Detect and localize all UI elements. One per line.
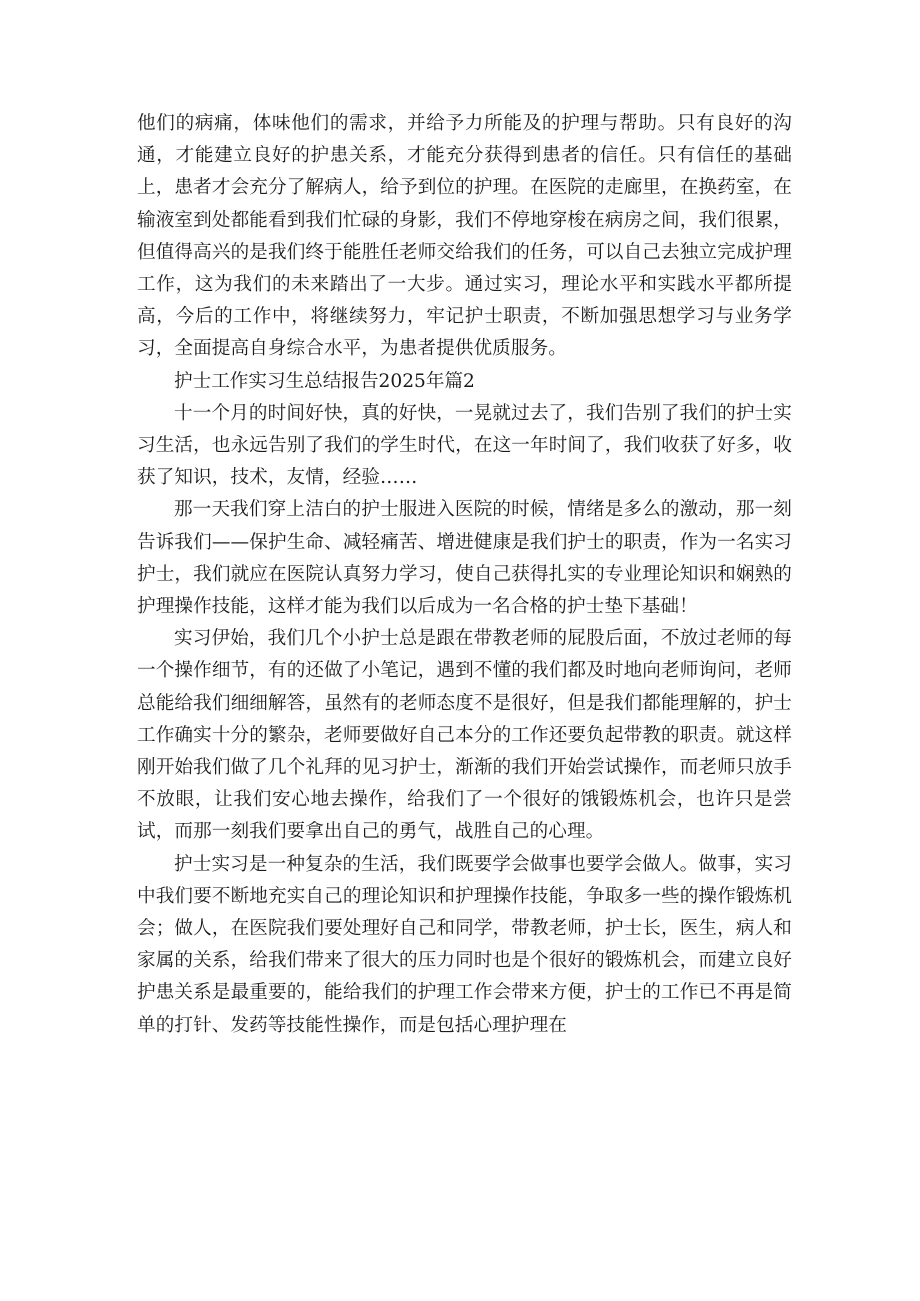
paragraph-continued: 他们的病痛，体味他们的需求，并给予力所能及的护理与帮助。只有良好的沟通，才能建立良好的护患关系，才能充分获得到患者的信任。只有信任的基础上，患者才会充分了解病人，给予到位的护理。在医院的走廊里，在换药室，在输液室到处都能看到我们忙碌的身影，我们不停地穿梭在病房之间，我们很累，但值得高兴的是我们终于能胜任老师交给我们的任务，可以自己去独立完成护理工作，这为我们的未来踏出了一大步。通过实习，理论水平和实践水平都所提高，今后的工作中，将继续努力，牢记护士职责，不断加强思想学习与业务学习，全面提高自身综合水平，为患者提供优质服务。 <box>137 113 792 360</box>
paragraph: 护士实习是一种复杂的生活，我们既要学会做事也要学会做人。做事，实习中我们要不断地充实自己的理论知识和护理操作技能，争取多一些的操作锻炼机会；做人，在医院我们要处理好自己和同学，带教老师，护士长，医生，病人和家属的关系，给我们带来了很大的压力同时也是个很好的锻炼机会，而建立良好护患关系是最重要的，能给我们的护理工作会带来方便，护士的工作已不再是简单的打针、发药等技能性操作，而是包括心理护理在 <box>137 853 792 1036</box>
paragraph: 那一天我们穿上洁白的护士服进入医院的时候，情绪是多么的激动，那一刻告诉我们——保护生命、减轻痛苦、增进健康是我们护士的职责，作为一名实习护士，我们就应在医院认真努力学习，使自己获得扎实的专业理论知识和娴熟的护理操作技能，这样才能为我们以后成为一名合格的护士垫下基础！ <box>137 499 792 618</box>
paragraph: 实习伊始，我们几个小护士总是跟在带教老师的屁股后面，不放过老师的每一个操作细节，有的还做了小笔记，遇到不懂的我们都及时地向老师询问，老师总能给我们细细解答，虽然有的老师态度不是很好，但是我们都能理解的，护士工作确实十分的繁杂，老师要做好自己本分的工作还要负起带教的职责。就这样刚开始我们做了几个礼拜的见习护士，渐渐的我们开始尝试操作，而老师只放手不放眼，让我们安心地去操作，给我们了一个很好的饿锻炼机会，也许只是尝试，而那一刻我们要拿出自己的勇气，战胜自己的心理。 <box>137 628 792 843</box>
section-heading: 护士工作实习生总结报告2025年篇2 <box>174 370 475 392</box>
paragraph: 十一个月的时间好快，真的好快，一晃就过去了，我们告别了我们的护士实习生活，也永远告别了我们的学生时代，在这一年时间了，我们收获了好多，收获了知识，技术，友情，经验…… <box>137 402 792 489</box>
document-body <box>137 108 792 1042</box>
